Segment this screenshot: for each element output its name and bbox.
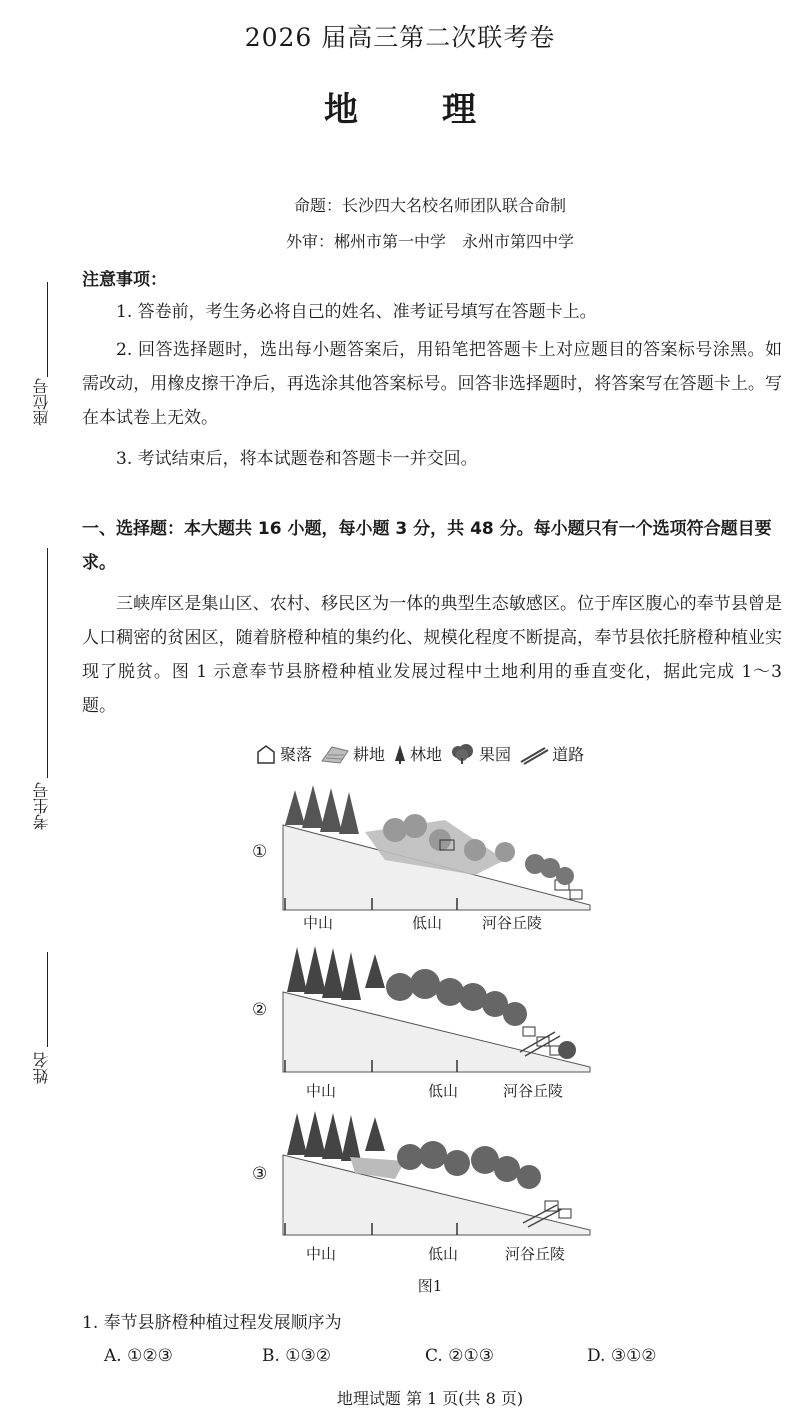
zone-label: 河谷丘陵: [482, 914, 543, 932]
land-use-diagram: [245, 1105, 595, 1245]
legend-label: 道路: [552, 745, 585, 764]
question-option: D. ③①②: [587, 1346, 657, 1366]
legend-label: 耕地: [353, 745, 386, 764]
page-footer: 地理试题 第 1 页(共 8 页): [336, 1389, 524, 1408]
land-use-diagram: [245, 942, 595, 1082]
zone-label: 中山: [306, 1245, 337, 1263]
name-line: [47, 952, 48, 1047]
legend-label: 聚落: [280, 745, 313, 764]
terrain-profile-illustration: [245, 942, 595, 1082]
section-heading: 一、选择题：本大题共 16 小题，每小题 3 分，共 48 分。每小题只有一个选项符合题目要求。: [82, 519, 772, 573]
road-icon: [519, 743, 549, 765]
settlement-icon: [255, 743, 277, 765]
notice-item: 2. 回答选择题时，选出每小题答案后，用铅笔把答题卡上对应题目的答案标号涂黑。如需改动，用橡皮擦干净后，再选涂其他答案标号。回答非选择题时，将答案写在答题卡上。写在本试卷上无效。: [82, 340, 782, 428]
land-use-diagram: [245, 780, 595, 920]
question-option: B. ①③②: [262, 1346, 332, 1366]
legend-item: [320, 742, 385, 765]
exam-no-line: [47, 548, 48, 778]
notice-item: 3. 考试结束后，将本试题卷和答题卡一并交回。: [116, 449, 478, 469]
legend-item: [450, 742, 511, 765]
question-option: C. ②①③: [425, 1346, 494, 1366]
zone-label: 河谷丘陵: [503, 1082, 564, 1100]
panel-mark: ②: [252, 1000, 268, 1020]
zone-label: 低山: [412, 914, 443, 932]
figure-caption: 图1: [417, 1277, 443, 1295]
zone-label: 中山: [306, 1082, 337, 1100]
exam-title: 2026 届高三第二次联考卷: [244, 23, 556, 52]
author-credit: 命题：长沙四大名校名师团队联合命制: [293, 196, 566, 215]
zone-label: 河谷丘陵: [505, 1245, 566, 1263]
figure-legend: [255, 742, 592, 765]
legend-item: [255, 742, 312, 765]
farmland-icon: [320, 743, 350, 765]
legend-label: 林地: [410, 745, 443, 764]
subject-char: 理: [442, 90, 476, 130]
zone-label: 低山: [428, 1245, 459, 1263]
seat-label: 座位号: [32, 378, 51, 426]
subject-char: 地: [324, 90, 358, 130]
exam-no-label: 考生号: [32, 782, 51, 830]
zone-label: 低山: [428, 1082, 459, 1100]
legend-item: [519, 742, 584, 765]
legend-item: [393, 742, 442, 765]
forest-icon: [393, 743, 407, 765]
name-label: 姓名: [32, 1052, 51, 1084]
orchard-icon: [450, 743, 476, 765]
notice-item: 1. 答卷前，考生务必将自己的姓名、准考证号填写在答题卡上。: [116, 302, 597, 322]
legend-label: 果园: [479, 745, 512, 764]
material-paragraph: 三峡库区是集山区、农村、移民区为一体的典型生态敏感区。位于库区腹心的奉节县曾是人口稠密的贫困区，随着脐橙种植的集约化、规模化程度不断提高，奉节县依托脐橙种植业实现了脱贫。图 1 示意奉节县脐橙种植业发展过程中土地利用的垂直变化，据此完成 1～3 题。: [82, 594, 782, 716]
terrain-profile-illustration: [245, 780, 595, 920]
panel-mark: ①: [252, 842, 268, 862]
seat-line: [47, 282, 48, 377]
subject-title: [0, 82, 800, 131]
reviewer-credit: 外审：郴州市第一中学 永州市第四中学: [285, 232, 574, 251]
panel-mark: ③: [252, 1164, 268, 1184]
terrain-profile-illustration: [245, 1105, 595, 1245]
zone-label: 中山: [303, 914, 334, 932]
notice-heading: 注意事项：: [82, 270, 167, 290]
question-option: A. ①②③: [104, 1346, 173, 1366]
question-stem: 1. 奉节县脐橙种植过程发展顺序为: [82, 1313, 342, 1333]
